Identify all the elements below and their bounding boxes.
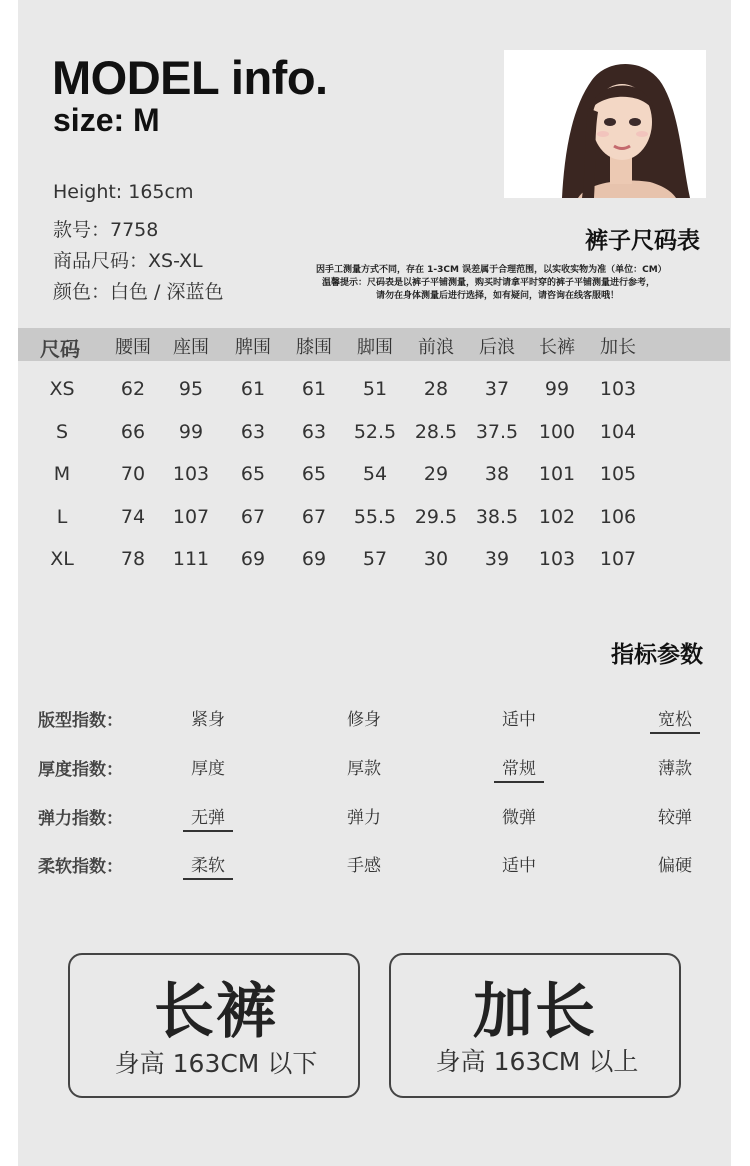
size-table-header-1: 腰围 (115, 337, 151, 358)
size-value-cell: 111 (172, 548, 210, 570)
size-value-cell: 61 (301, 378, 327, 400)
index-option: 厚度 (191, 759, 225, 779)
index-option: 适中 (502, 856, 536, 876)
size-value-cell: 61 (240, 378, 266, 400)
size-value-cell: 51 (362, 378, 388, 400)
model-portrait-image (504, 50, 706, 198)
size-table-header-6: 前浪 (418, 337, 454, 358)
size-value-cell: 103 (538, 548, 576, 570)
size-value-cell: 65 (240, 463, 266, 485)
regular-length-title: 长裤 (154, 977, 278, 1047)
size-value-cell: 30 (423, 548, 449, 570)
index-option: 弹力 (347, 808, 381, 828)
index-option: 较弹 (658, 808, 692, 828)
size-value-cell: 99 (178, 421, 204, 443)
size-table-header-0: 尺码 (40, 337, 80, 361)
index-option: 常规 (502, 759, 536, 779)
index-row-label: 厚度指数： (38, 760, 123, 780)
size-value-cell: 54 (362, 463, 388, 485)
index-option: 无弹 (191, 808, 225, 828)
size-chart-title: 裤子尺码表 (585, 228, 700, 254)
size-table-header-9: 加长 (600, 337, 636, 358)
size-value-cell: 70 (120, 463, 146, 485)
size-value-cell: 106 (599, 506, 637, 528)
size-chart-note-3: 请勿在身体测量后进行选择，如有疑问，请咨询在线客服哦！ (376, 291, 620, 301)
size-value-cell: 67 (240, 506, 266, 528)
index-selected-underline (183, 878, 233, 880)
size-table-header-3: 脾围 (235, 337, 271, 358)
size-value-cell: 105 (599, 463, 637, 485)
size-value-cell: 103 (172, 463, 210, 485)
size-value-cell: 38.5 (475, 506, 519, 528)
index-row-label: 柔软指数： (38, 857, 123, 877)
size-value-cell: 63 (301, 421, 327, 443)
size-table-header-2: 座围 (173, 337, 209, 358)
index-params-title: 指标参数 (611, 642, 703, 668)
size-table-header-7: 后浪 (479, 337, 515, 358)
size-value-cell: 37 (484, 378, 510, 400)
size-value-cell: 69 (301, 548, 327, 570)
size-value-cell: 101 (538, 463, 576, 485)
size-label-cell: XS (49, 378, 75, 400)
size-value-cell: 29 (423, 463, 449, 485)
size-value-cell: 29.5 (414, 506, 458, 528)
model-size: size: M (53, 102, 160, 138)
extended-length-title: 加长 (473, 977, 597, 1047)
size-value-cell: 100 (538, 421, 576, 443)
index-option: 偏硬 (658, 856, 692, 876)
size-label-cell: M (53, 463, 71, 485)
index-option: 厚款 (347, 759, 381, 779)
size-value-cell: 107 (599, 548, 637, 570)
size-value-cell: 104 (599, 421, 637, 443)
size-value-cell: 28 (423, 378, 449, 400)
index-row-label: 版型指数： (38, 711, 123, 731)
size-value-cell: 63 (240, 421, 266, 443)
size-value-cell: 62 (120, 378, 146, 400)
regular-length-height: 身高 163CM 以下 (114, 1049, 318, 1078)
index-option: 薄款 (658, 759, 692, 779)
index-row-label: 弹力指数： (38, 809, 123, 829)
size-label-cell: XL (50, 548, 74, 570)
model-info-title: MODEL info. (52, 51, 328, 104)
size-value-cell: 66 (120, 421, 146, 443)
size-value-cell: 65 (301, 463, 327, 485)
size-table-header-4: 膝围 (296, 337, 332, 358)
size-value-cell: 78 (120, 548, 146, 570)
index-selected-underline (650, 732, 700, 734)
size-value-cell: 37.5 (475, 421, 519, 443)
index-selected-underline (494, 781, 544, 783)
size-value-cell: 99 (544, 378, 570, 400)
size-value-cell: 52.5 (353, 421, 397, 443)
size-range: 商品尺码：XS-XL (53, 250, 203, 272)
size-value-cell: 102 (538, 506, 576, 528)
size-value-cell: 95 (178, 378, 204, 400)
index-selected-underline (183, 830, 233, 832)
color-options: 颜色：白色 / 深蓝色 (53, 281, 224, 303)
index-option: 宽松 (658, 710, 692, 730)
index-option: 紧身 (191, 710, 225, 730)
size-label-cell: L (56, 506, 68, 528)
model-photo (504, 50, 706, 198)
size-chart-note-1: 因手工测量方式不同，存在 1-3CM 误差属于合理范围，以实收实物为准（单位：CM） (316, 265, 667, 275)
extended-length-height: 身高 163CM 以上 (435, 1047, 639, 1076)
size-value-cell: 39 (484, 548, 510, 570)
index-option: 柔软 (191, 856, 225, 876)
size-chart-note-2: 温馨提示：尺码表是以裤子平铺测量，购买时请拿平时穿的裤子平铺测量进行参考， (322, 278, 656, 288)
size-value-cell: 107 (172, 506, 210, 528)
size-value-cell: 74 (120, 506, 146, 528)
index-option: 手感 (347, 856, 381, 876)
size-value-cell: 28.5 (414, 421, 458, 443)
size-table-header-5: 脚围 (357, 337, 393, 358)
style-number: 款号：7758 (53, 219, 159, 241)
size-value-cell: 67 (301, 506, 327, 528)
model-height: Height: 165cm (53, 181, 194, 203)
index-option: 微弹 (502, 808, 536, 828)
size-value-cell: 103 (599, 378, 637, 400)
size-value-cell: 57 (362, 548, 388, 570)
size-table-header-8: 长裤 (539, 337, 575, 358)
size-value-cell: 55.5 (353, 506, 397, 528)
size-label-cell: S (55, 421, 69, 443)
size-value-cell: 69 (240, 548, 266, 570)
size-value-cell: 38 (484, 463, 510, 485)
index-option: 适中 (502, 710, 536, 730)
index-option: 修身 (347, 710, 381, 730)
